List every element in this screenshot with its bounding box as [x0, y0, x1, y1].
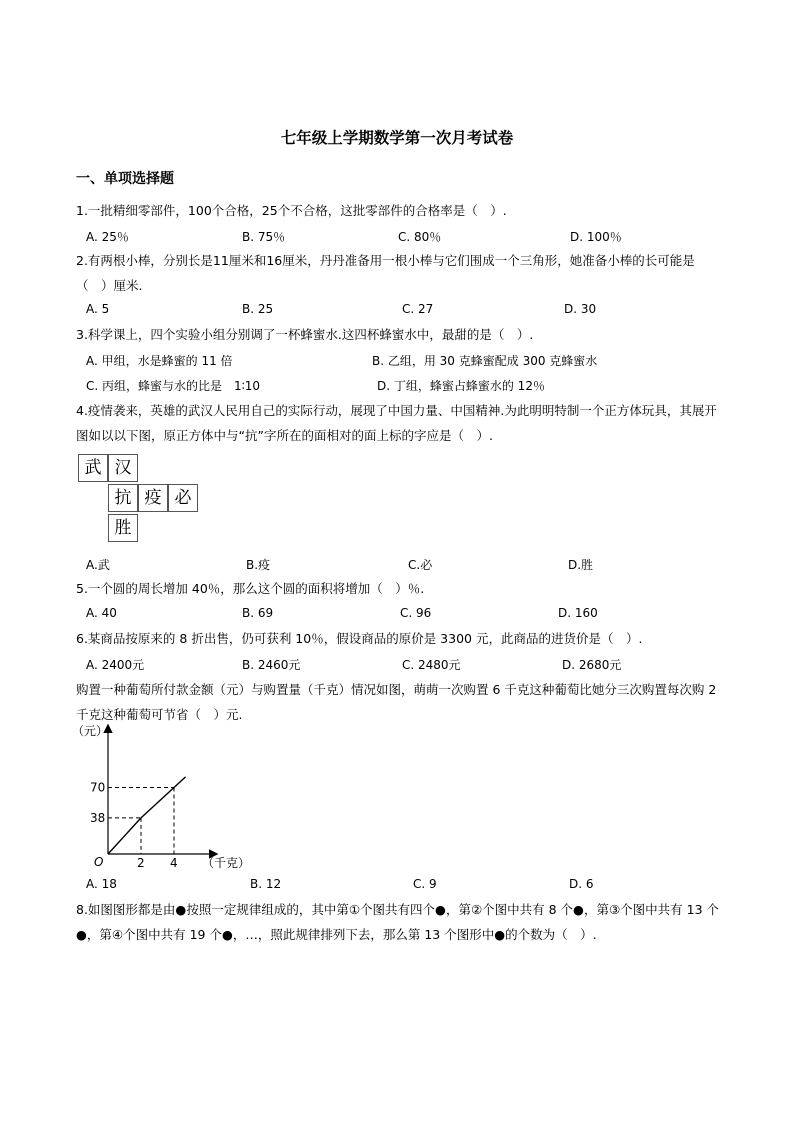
data-line-extension: [174, 777, 186, 788]
question-4: 4.疫情袭来，英雄的武汉人民用自己的实际行动，展现了中国力量、中国精神.为此明明特制一个正方体玩具，其展开图如以以下图，原正方体中与“抗”字所在的面相对的面上标的字应是（ ）.: [76, 403, 717, 443]
origin-label: O: [94, 855, 104, 869]
option-2d[interactable]: D. 30: [564, 302, 597, 316]
option-3d[interactable]: D. 丁组，蜂蜜占蜂蜜水的 12％: [377, 379, 545, 393]
option-7a[interactable]: A. 18: [86, 877, 117, 891]
option-5c[interactable]: C. 96: [400, 606, 432, 620]
question-6: 6.某商品按原来的 8 折出售，仍可获利 10％，假设商品的原价是 3300 元，此商品的进货价是（ ）.: [76, 631, 643, 646]
option-3a[interactable]: A. 甲组，水是蜂蜜的 11 倍: [86, 354, 233, 368]
option-4d[interactable]: D.胜: [568, 558, 594, 572]
y-tick-label: 38: [90, 810, 106, 825]
option-3b[interactable]: B. 乙组，用 30 克蜂蜜配成 300 克蜂蜜水: [372, 354, 598, 368]
option-3c[interactable]: C. 丙组，蜂蜜与水的比是 1∶10: [86, 379, 261, 393]
option-5d[interactable]: D. 160: [558, 606, 598, 620]
section-heading: 一、单项选择题: [76, 171, 174, 187]
x-tick-label: 2: [137, 856, 145, 870]
net-cell: 胜: [108, 514, 138, 542]
option-2c[interactable]: C. 27: [402, 302, 434, 316]
y-axis-label: （元）: [72, 724, 109, 738]
question-2: 2.有两根小棒，分别长是11厘米和16厘米，丹丹准备用一根小棒与它们围成一个三角形，她准备小棒的长可能是（ ）厘米.: [76, 253, 695, 293]
option-4b[interactable]: B.疫: [246, 558, 271, 572]
option-5a[interactable]: A. 40: [86, 606, 117, 620]
net-cell: 疫: [138, 484, 168, 512]
option-7c[interactable]: C. 9: [413, 877, 437, 891]
option-2b[interactable]: B. 25: [242, 302, 274, 316]
option-2a[interactable]: A. 5: [86, 302, 110, 316]
option-7d[interactable]: D. 6: [569, 877, 594, 891]
question-5: 5.一个圆的周长增加 40％，那么这个圆的面积将增加（ ）％.: [76, 581, 425, 596]
x-axis-label: （千克）: [202, 856, 251, 870]
option-5b[interactable]: B. 69: [242, 606, 274, 620]
question-1: 1.一批精细零部件，100个合格，25个不合格，这批零部件的合格率是（ ）.: [76, 203, 507, 218]
option-1d[interactable]: D. 100％: [570, 230, 622, 244]
question-8: 8.如图图形都是由●按照一定规律组成的，其中第①个图共有四个●，第②个图中共有 8 个●，第③个图中共有 13 个●，第④个图中共有 19 个●，…，照此规律排列下去，那么第 13 个图形中●的个数为（ ）.: [76, 902, 720, 942]
net-cell: 汉: [108, 454, 138, 482]
option-6d[interactable]: D. 2680元: [562, 658, 622, 672]
net-cell: 必: [168, 484, 198, 512]
question-3: 3.科学课上，四个实验小组分别调了一杯蜂蜜水.这四杯蜂蜜水中，最甜的是（ ）.: [76, 327, 534, 342]
y-tick-label: 70: [90, 780, 106, 795]
option-4a[interactable]: A.武: [86, 558, 110, 572]
question-7: 购置一种葡萄所付款金额（元）与购置量（千克）情况如图，萌萌一次购置 6 千克这种葡萄比她分三次购置每次购 2 千克这种葡萄可节省（ ）元.: [76, 682, 717, 722]
option-6a[interactable]: A. 2400元: [86, 658, 145, 672]
data-line-segment: [108, 818, 141, 854]
data-line-segment: [141, 788, 174, 818]
option-1c[interactable]: C. 80％: [398, 230, 442, 244]
x-tick-label: 4: [170, 856, 178, 870]
price-chart: [70, 718, 260, 876]
net-cell: 抗: [108, 484, 138, 512]
net-cell: 武: [78, 454, 108, 482]
option-6b[interactable]: B. 2460元: [242, 658, 301, 672]
page-title: 七年级上学期数学第一次月考试卷: [280, 129, 514, 147]
option-4c[interactable]: C.必: [408, 558, 433, 572]
option-1a[interactable]: A. 25％: [86, 230, 129, 244]
option-1b[interactable]: B. 75％: [242, 230, 286, 244]
option-7b[interactable]: B. 12: [250, 877, 282, 891]
option-6c[interactable]: C. 2480元: [402, 658, 461, 672]
